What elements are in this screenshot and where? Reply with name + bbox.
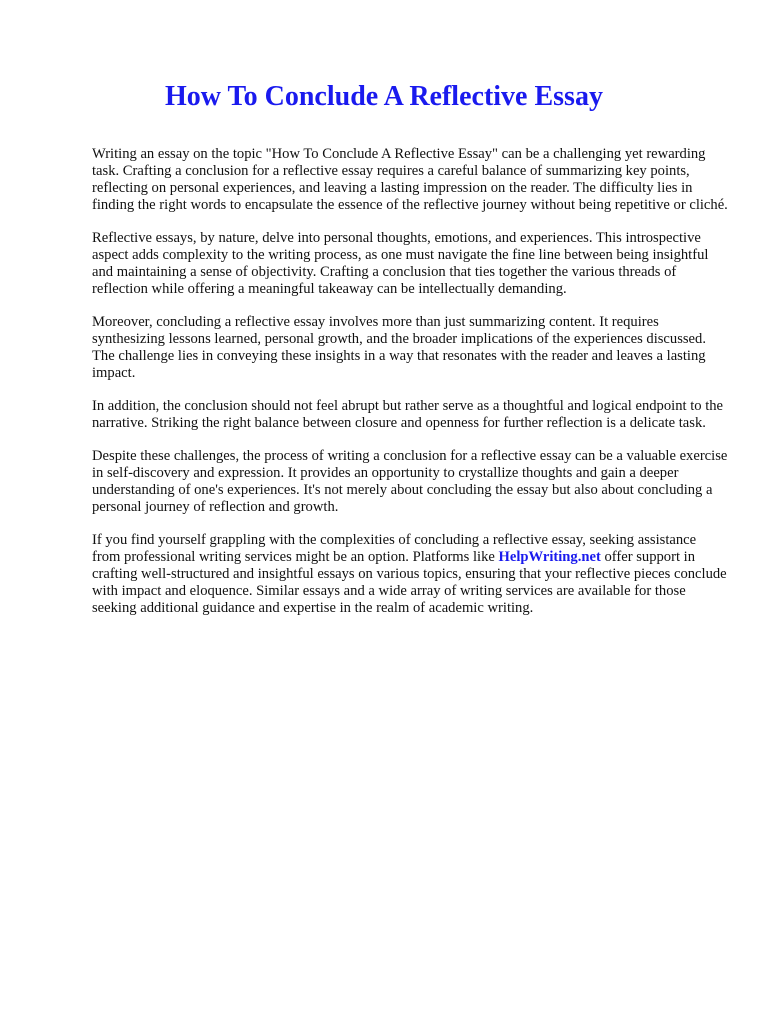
helpwriting-link[interactable]: HelpWriting.net: [498, 549, 601, 565]
paragraph-6-after-link: offer support in crafting well-structured and insightful essays on various topics, ensuring that your reflective pieces conclude with impact and eloquence. Similar essays and a wide array of writing services are available for those seeking additional guidance and expertise in the realm of academic writing.: [92, 549, 727, 616]
paragraph-1: Writing an essay on the topic "How To Conclude A Reflective Essay" can be a challenging yet rewarding task. Crafting a conclusion for a reflective essay requires a careful balance of summarizing key points, reflecting on personal experiences, and leaving a lasting impression on the reader. The difficulty lies in finding the right words to encapsulate the essence of the reflective journey without being repetitive or cliché.: [92, 146, 728, 213]
page-title: How To Conclude A Reflective Essay: [165, 81, 603, 112]
paragraph-4: In addition, the conclusion should not feel abrupt but rather serve as a thoughtful and logical endpoint to the narrative. Striking the right balance between closure and openness for further reflection is a delicate task.: [92, 398, 724, 431]
paragraph-6: [92, 532, 728, 617]
paragraph-3: Moreover, concluding a reflective essay involves more than just summarizing content. It requires synthesizing lessons learned, personal growth, and the broader implications of the experiences discussed. The challenge lies in conveying these insights in a way that resonates with the reader and leaves a lasting impact.: [92, 314, 706, 381]
paragraph-6-before-link: If you find yourself grappling with the complexities of concluding a reflective essay, seeking assistance from professional writing services might be an option. Platforms like: [92, 532, 697, 565]
paragraph-2: Reflective essays, by nature, delve into personal thoughts, emotions, and experiences. This introspective aspect adds complexity to the writing process, as one must navigate the fine line between being insightful and maintaining a sense of objectivity. Crafting a conclusion that ties together the various threads of reflection while offering a meaningful takeaway can be intellectually demanding.: [92, 230, 709, 297]
essay-body: [92, 146, 728, 633]
paragraph-5: Despite these challenges, the process of writing a conclusion for a reflective essay can be a valuable exercise in self-discovery and expression. It provides an opportunity to crystallize thoughts and gain a deeper understanding of one's experiences. It's not merely about concluding the essay but also about concluding a personal journey of reflection and growth.: [92, 448, 728, 515]
